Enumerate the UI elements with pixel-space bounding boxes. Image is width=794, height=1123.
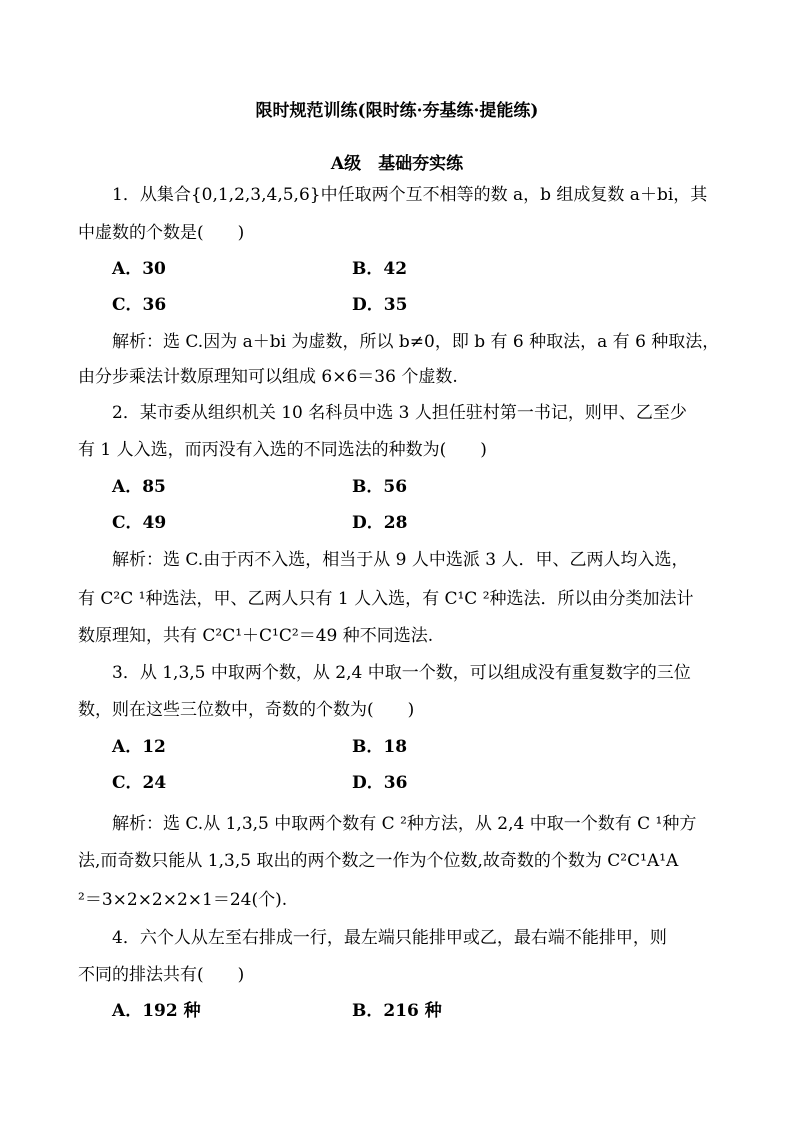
question-1-option-c: C．36: [112, 295, 167, 315]
question-4-option-b: B．216 种: [352, 1001, 442, 1021]
question-3-option-a: A．12: [112, 737, 166, 757]
question-3-solution-line-3: ²＝3×2×2×2×1＝24(个).: [78, 890, 288, 910]
question-2-solution-line-2: 有 C²C ¹种选法，甲、乙两人只有 1 人入选，有 C¹C ²种选法．所以由分类加法计: [78, 589, 694, 609]
question-2-option-b: B．56: [352, 477, 408, 497]
question-2-option-a: A．85: [112, 477, 166, 497]
question-1-option-a: A．30: [112, 259, 166, 279]
question-1-solution-line-2: 由分步乘法计数原理知可以组成 6×6＝36 个虚数.: [78, 367, 458, 387]
question-1-line-1: 1．从集合{0,1,2,3,4,5,6}中任取两个互不相等的数 a，b 组成复数 a＋bi，其: [112, 185, 708, 205]
question-1-line-2: 中虚数的个数是( ): [78, 223, 245, 243]
question-1-option-b: B．42: [352, 259, 408, 279]
question-3-solution-line-1: 解析：选 C.从 1,3,5 中取两个数有 C ²种方法，从 2,4 中取一个数有 C ¹种方: [112, 814, 697, 834]
question-3-line-1: 3．从 1,3,5 中取两个数，从 2,4 中取一个数，可以组成没有重复数字的三位: [112, 663, 691, 683]
question-2-option-d: D．28: [352, 513, 408, 533]
question-1-option-d: D．35: [352, 295, 408, 315]
question-3-option-b: B．18: [352, 737, 408, 757]
question-4-line-1: 4．六个人从左至右排成一行，最左端只能排甲或乙，最右端不能排甲，则: [112, 928, 667, 948]
question-2-solution-line-1: 解析：选 C.由于丙不入选，相当于从 9 人中选派 3 人．甲、乙两人均入选，: [112, 550, 689, 570]
question-2-line-1: 2．某市委从组织机关 10 名科员中选 3 人担任驻村第一书记，则甲、乙至少: [112, 403, 687, 423]
question-2-option-c: C．49: [112, 513, 167, 533]
question-3-line-2: 数，则在这些三位数中，奇数的个数为( ): [78, 700, 415, 720]
section-heading: A级 基础夯实练: [330, 154, 464, 174]
question-3-option-c: C．24: [112, 773, 167, 793]
question-2-line-2: 有 1 人入选，而丙没有入选的不同选法的种数为( ): [78, 440, 487, 460]
question-4-option-a: A．192 种: [112, 1001, 201, 1021]
question-3-solution-line-2: 法,而奇数只能从 1,3,5 取出的两个数之一作为个位数,故奇数的个数为 C²C¹A¹A: [78, 851, 679, 871]
question-3-option-d: D．36: [352, 773, 408, 793]
page-title: 限时规范训练(限时练·夯基练·提能练): [255, 101, 539, 121]
question-4-line-2: 不同的排法共有( ): [78, 965, 245, 985]
question-1-solution-line-1: 解析：选 C.因为 a＋bi 为虚数，所以 b≠0，即 b 有 6 种取法，a 有 6 种取法，: [112, 332, 720, 352]
question-2-solution-line-3: 数原理知，共有 C²C¹＋C¹C²＝49 种不同选法.: [78, 626, 434, 646]
